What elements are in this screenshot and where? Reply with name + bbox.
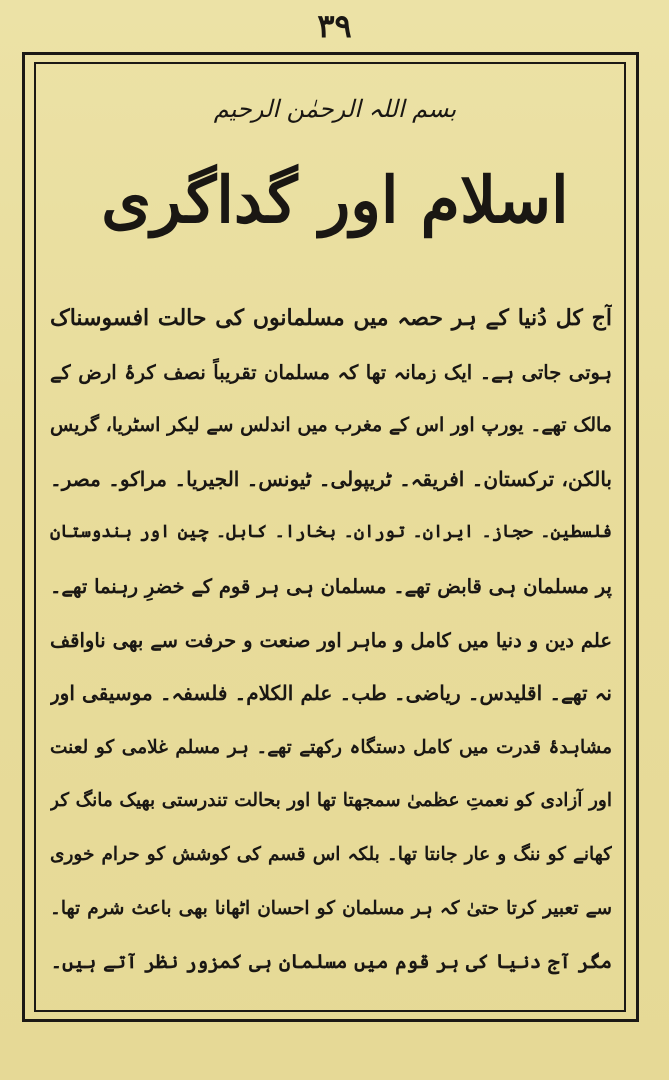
body-line: پر مسلمان ہی قابض تھے۔ مسلمان ہی ہر قوم کے خضرِ رہنما تھے۔ — [50, 574, 612, 598]
body-line: نہ تھے۔ اقلیدس۔ ریاضی۔ طب۔ علم الکلام۔ فلسفہ۔ موسیقی اور — [50, 681, 612, 706]
bismillah-heading: بسم اللہ الرحمٰن الرحیم — [213, 95, 457, 123]
body-line: ہوتی جاتی ہے۔ ایک زمانہ تھا کہ مسلمان تقریباً نصف کرۂ ارض کے — [50, 360, 612, 384]
body-line: مالک تھے۔ یورپ اور اس کے مغرب میں اندلس سے لیکر اسٹریا، گریس — [50, 414, 612, 437]
body-line: مگر آج دنیا کی ہر قوم میں مسلمان ہی کمزور نظر آتے ہیں۔ — [50, 950, 612, 974]
body-line: علم دین و دنیا میں کامل و ماہر اور صنعت و حرفت سے بھی ناواقف — [50, 628, 612, 652]
body-line: آج کل دُنیا کے ہر حصہ میں مسلمانوں کی حالت افسوسناک — [50, 305, 612, 331]
body-line: سے تعبیر کرتا حتیٰ کہ ہر مسلمان کو احسان اٹھانا بھی باعث شرم تھا۔ — [50, 897, 612, 919]
body-line: بالکن، ترکستان۔ افریقہ۔ ٹریپولی۔ ٹیونس۔ الجیریا۔ مراکو۔ مصر۔ — [50, 466, 612, 491]
chapter-title: اسلام اور گداگری — [101, 162, 569, 237]
body-line: کھانے کو ننگ و عار جانتا تھا۔ بلکہ اس قسم کی کوشش کو حرام خوری — [50, 843, 612, 865]
body-line: فلسطین۔ حجاز۔ ایران۔ توران۔ بخارا۔ کابل۔ چین اور ہندوستان — [50, 522, 612, 543]
body-line: مشاہدۂ قدرت میں کامل دستگاہ رکھتے تھے۔ ہر مسلم غلامی کو لعنت — [50, 736, 612, 758]
page-number: ۳۹ — [317, 7, 352, 45]
body-line: اور آزادی کو نعمتِ عظمیٰ سمجھتا تھا اور بحالت تندرستی بھیک مانگ کر — [50, 790, 612, 812]
body-text — [50, 292, 612, 989]
